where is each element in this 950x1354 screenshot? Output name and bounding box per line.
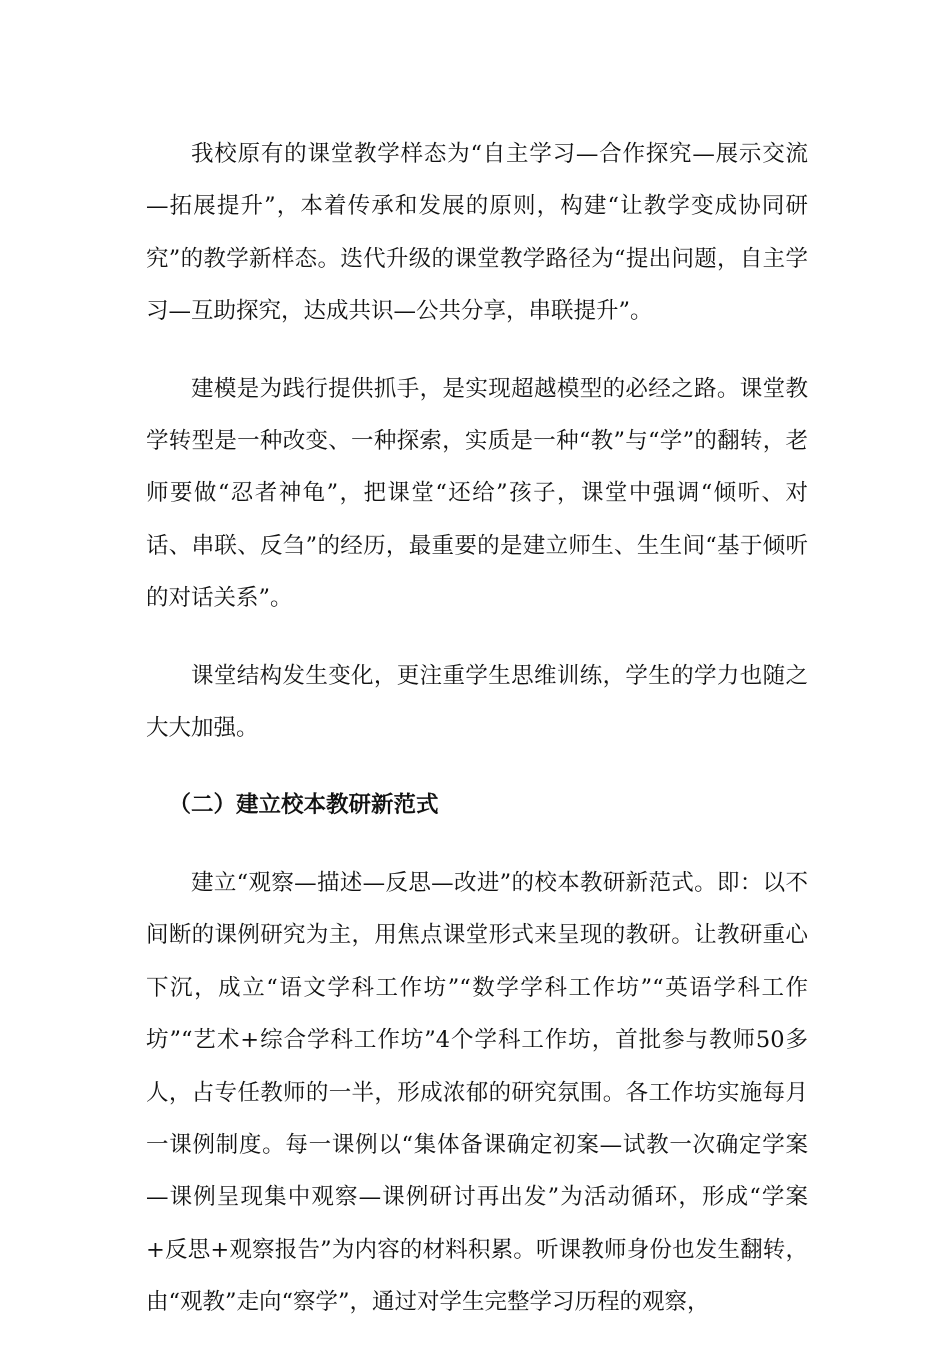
paragraph-teaching-research: 建立“观察—描述—反思—改进”的校本教研新范式。即：以不间断的课例研究为主，用焦点课堂形式来呈现的教研。让教研重心下沉，成立“语文学科工作坊”“数学学科工作坊”“英语学科工作坊”“艺术+综合学科工作坊”4个学科工作坊，首批参与教师50多人，占专任教师的一半，形成浓郁的研究氛围。各工作坊实施每月一课例制度。每一课例以“集体备课确定初案—试教一次确定学案—课例呈现集中观察—课例研讨再出发”为活动循环，形成“学案+反思+观察报告”为内容的材料积累。听课教师身份也发生翻转，由“观教”走向“察学”，通过对学生完整学习历程的观察， xyxy=(146,869,808,1316)
section-heading: （二）建立校本教研新范式 xyxy=(168,792,439,819)
paragraph-classroom-model: 我校原有的课堂教学样态为“自主学习—合作探究—展示交流—拓展提升”，本着传承和发展的原则，构建“让教学变成协同研究”的教学新样态。迭代升级的课堂教学路径为“提出问题，自主学习—互助探究，达成共识—公共分享，串联提升”。 xyxy=(146,141,808,325)
paragraph-modeling: 建模是为践行提供抓手，是实现超越模型的必经之路。课堂教学转型是一种改变、一种探索，实质是一种“教”与“学”的翻转，老师要做“忍者神龟”，把课堂“还给”孩子，课堂中强调“倾听、对话、串联、反刍”的经历，最重要的是建立师生、生生间“基于倾听的对话关系”。 xyxy=(146,375,808,612)
document-body xyxy=(146,128,808,1354)
paragraph-structure-change: 课堂结构发生变化，更注重学生思维训练，学生的学力也随之大大加强。 xyxy=(146,662,808,742)
